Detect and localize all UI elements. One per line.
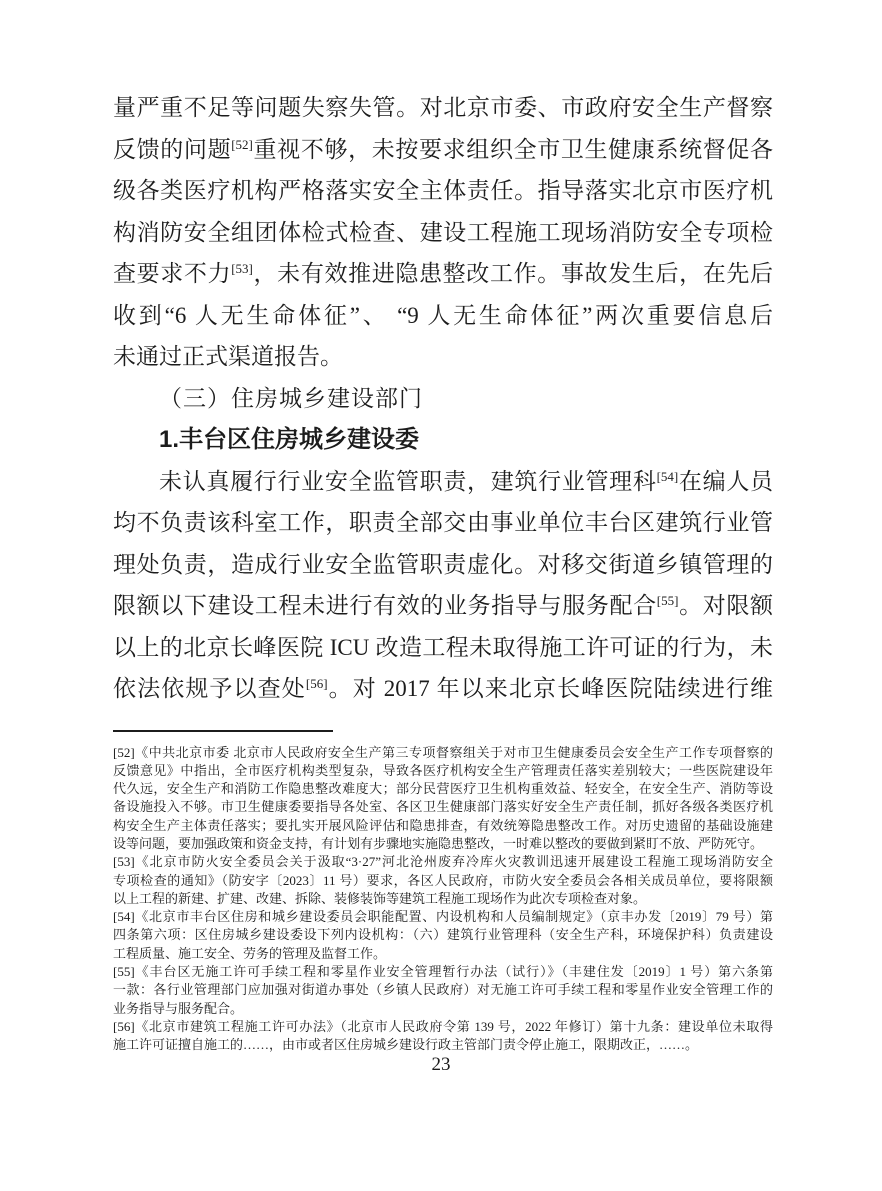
text-run: 未通过正式渠道报告。 (113, 344, 343, 369)
document-content (113, 87, 773, 1055)
body-text-line (113, 336, 773, 378)
text-run: 。对限额 (678, 593, 773, 618)
subsection-heading: 1.丰台区住房城乡建设委 (159, 426, 420, 453)
text-run: 收到“6 人无生命体征”、 “9 人无生命体征”两次重要信息后 (113, 302, 773, 328)
text-run: 以上的北京长峰医院 ICU 改造工程未取得施工许可证的行为，未 (113, 634, 773, 660)
text-run: 施工许可证擅自施工的……，由市或者区住房城乡建设行政主管部门责令停止施工，限期改正，……。 (113, 1037, 699, 1053)
body-text-line (113, 87, 773, 129)
footnote-53 (113, 853, 773, 908)
body-paragraph-2 (113, 461, 773, 710)
text-run: 以上工程的新建、扩建、改建、拆除、装修装饰等建筑工程施工现场作为此次专项检查对象。 (113, 890, 647, 906)
body-text-line (113, 585, 773, 627)
text-run: 设等问题，要加强政策和资金支持，有计划有步骤地实施隐患整改，一时难以整改的要做到紧盯不放、严防死守。 (113, 835, 764, 851)
footnote-54 (113, 908, 773, 963)
footnote-56 (113, 1018, 773, 1055)
footnote-line (113, 1018, 773, 1036)
footnote-line (113, 908, 773, 926)
footnote-line (113, 945, 773, 963)
text-run: 业务指导与服务配合。 (113, 1000, 244, 1016)
text-run: [55]《丰台区无施工许可手续工程和零星作业安全管理暂行办法（试行）》（丰建住发〔2019〕1 号）第六条第 (113, 964, 773, 980)
footnote-line (113, 762, 773, 780)
page-number: 23 (431, 1054, 451, 1075)
footnote-line (113, 798, 773, 816)
section-heading: （三）住房城乡建设部门 (159, 385, 423, 411)
footnote-line (113, 817, 773, 835)
text-run: 构消防安全组团体检式检查、建设工程施工现场消防安全专项检 (113, 219, 773, 245)
footnote-line (113, 926, 773, 944)
footnote-line (113, 1000, 773, 1018)
body-text-line (113, 295, 773, 337)
footnote-line (113, 780, 773, 798)
footnote-line (113, 853, 773, 871)
text-run: 代久远，安全生产和消防工作隐患整改难度大；部分民营医疗卫生机构重效益、轻安全，在安全生产、消防等设 (113, 781, 773, 797)
text-run: 均不负责该科室工作，职责全部交由事业单位丰台区建筑行业管 (113, 510, 773, 535)
body-text-line (113, 170, 773, 212)
footnote-line (113, 872, 773, 890)
text-run: 级各类医疗机构严格落实安全主体责任。指导落实北京市医疗机 (113, 178, 773, 203)
body-text-line (113, 668, 773, 710)
body-text-line (113, 129, 773, 171)
text-run: 依法依规予以查处 (113, 676, 306, 701)
body-text-line (113, 627, 773, 669)
footnote-ref: [53] (231, 261, 253, 276)
text-run: 重视不够，未按要求组织全市卫生健康系统督促各 (252, 136, 773, 162)
footnote-line (113, 835, 773, 853)
footnote-55 (113, 963, 773, 1018)
footnote-line (113, 744, 773, 762)
footnote-ref: [56] (305, 676, 328, 691)
text-run: [53]《北京市防火安全委员会关于汲取“3·27”河北沧州废弃冷库火灾教训迅速开展建设工程施工现场消防安全 (113, 854, 773, 870)
text-run: 专项检查的通知》（防安字〔2023〕11 号）要求，各区人民政府，市防火安全委员会各相关成员单位，要将限额 (113, 872, 773, 888)
footnote-line (113, 890, 773, 908)
footnotes-section (113, 744, 773, 1055)
text-run: 在编人员 (678, 468, 773, 494)
text-run: 限额以下建设工程未进行有效的业务指导与服务配合 (113, 593, 657, 618)
body-text-line (113, 544, 773, 586)
text-run: 理处负责，造成行业安全监管职责虚化。对移交街道乡镇管理的 (113, 551, 773, 577)
text-run: 。对 2017 年以来北京长峰医院陆续进行维 (327, 676, 773, 701)
text-run: 备设施投入不够。市卫生健康委要指导各处室、各区卫生健康部门落实好安全生产责任制，抓好各级各类医疗机 (113, 799, 773, 815)
text-run: 未认真履行行业安全监管职责，建筑行业管理科 (159, 468, 657, 494)
text-run: 构安全生产主体责任落实；要扎实开展风险评估和隐患排查，有效统筹隐患整改工作。对历史遗留的基础设施建 (113, 817, 773, 833)
text-run: 一款：各行业管理部门应加强对街道办事处（乡镇人民政府）对无施工许可手续工程和零星作业安全管理工作的 (113, 982, 773, 998)
body-text-line (113, 212, 773, 254)
footnote-separator (113, 730, 333, 732)
text-run: 量严重不足等问题失察失管。对北京市委、市政府安全生产督察 (113, 95, 773, 120)
body-paragraph-1 (113, 87, 773, 378)
body-text-line (113, 461, 773, 503)
text-run: 四条第六项：区住房城乡建设委设下列内设机构：（六）建筑行业管理科（安全生产科，环境保护科）负责建设 (113, 927, 773, 943)
body-text-line (113, 502, 773, 544)
footnote-line (113, 963, 773, 981)
body-text-line (113, 253, 773, 295)
text-run: ，未有效推进隐患整改工作。事故发生后，在先后 (252, 261, 773, 286)
text-run: [52]《中共北京市委 北京市人民政府安全生产第三专项督察组关于对市卫生健康委员会安全生产工作专项督察的 (113, 744, 773, 760)
footnote-ref: [52] (231, 136, 253, 152)
footnote-ref: [54] (656, 468, 679, 484)
text-run: 工程质量、施工安全、劳务的管理及监督工作。 (113, 945, 387, 961)
text-run: 反馈的问题 (113, 136, 232, 162)
text-run: 反馈意见》中指出，全市医疗机构类型复杂，导致各医疗机构安全生产管理责任落实差别较大；一些医院建设年 (113, 762, 773, 778)
text-run: 查要求不力 (113, 261, 232, 286)
text-run: [56]《北京市建筑工程施工许可办法》（北京市人民政府令第 139 号，2022 年修订）第十九条：建设单位未取得 (113, 1018, 773, 1034)
footnote-line (113, 981, 773, 999)
footnote-ref: [55] (656, 593, 679, 608)
text-run: [54]《北京市丰台区住房和城乡建设委员会职能配置、内设机构和人员编制规定》（京丰办发〔2019〕79 号）第 (113, 909, 773, 925)
footnote-52 (113, 744, 773, 854)
